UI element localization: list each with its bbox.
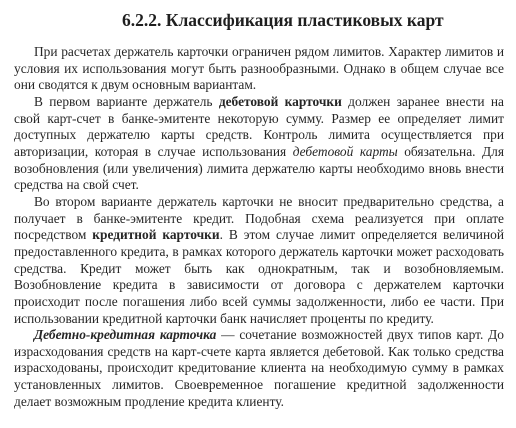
- paragraph-text-start: Во втором варианте держатель карточки не вносит предварительно средства, а получает в банке-эмитенте кредит. Подобная схема реализуется при оплате посредством: [14, 193, 504, 243]
- section-heading: [14, 9, 504, 31]
- term-debit-credit-card: Дебетно-кредитная карточка: [34, 327, 217, 343]
- term-credit-card: кредитной карточки: [92, 227, 220, 243]
- paragraph-debit-credit-card: [14, 327, 504, 410]
- paragraph-limits-intro: [14, 44, 504, 94]
- paragraph-text-end: . В этом случае лимит определяется величиной предоставленного кредита, в рамках которого держатель карточки может расходовать средства. Кредит может быть как однократным, так и возобновляемым. Возобновление кредита в зависимости от договора с держателем карточки происходит после погашения либо всей суммы задолженности, либо ее части. При использовании кредитной карточки банк начисляет проценты по кредиту.: [14, 227, 504, 326]
- term-debit-card: дебетовой карточки: [218, 93, 342, 109]
- paragraph-text-end: обязательна. Для возобновления (или увеличения) лимита держателю карты необходимо вновь внести средства на свой счет.: [14, 143, 504, 193]
- paragraph-text: При расчетах держатель карточки ограничен рядом лимитов. Характер лимитов и условия их использования могут быть разнообразными. Однако в общем случае все они сводятся к двум основным вариантам.: [14, 44, 504, 93]
- body-text: [14, 44, 504, 410]
- term-debit-card-italic: дебетовой карты: [292, 143, 398, 159]
- paragraph-text-middle: должен заранее внести на свой карт-счет в банке-эмитенте некоторую сумму. Размер ее определяет лимит доступных держателю карты средств. Контроль лимита осуществляется при авторизации, которая в случае использования: [14, 93, 504, 159]
- section-title: Классификация пластиковых карт: [165, 10, 444, 30]
- paragraph-debit-card: [14, 94, 504, 194]
- paragraph-text-start: В первом варианте держатель: [34, 93, 219, 109]
- paragraph-text-end: — сочетание возможностей двух типов карт. До израсходования средств на карт-счете карта является дебетовой. Как только средства израсходованы, происходит кредитование клиента на необходимую сумму в рамках установленных лимитов. Своевременное погашение кредитной задолженности делает возможным продление кредита клиенту.: [14, 327, 504, 409]
- section-number: 6.2.2.: [122, 10, 162, 30]
- paragraph-credit-card: [14, 194, 504, 327]
